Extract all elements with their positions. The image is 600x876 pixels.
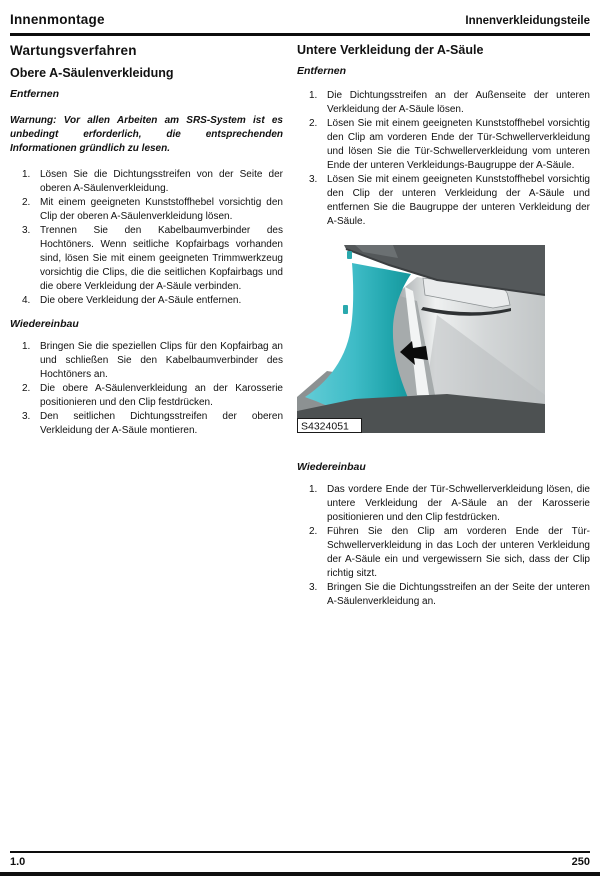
step-number: 2. [309,117,318,129]
step-text: Lösen Sie mit einem geeigneten Kunststoffhebel vorsichtig den Clip der unteren Verkleidung der A-Säule und entfernen Sie die Baugruppe der unteren Verkleidung der A-Säule. [327,173,590,227]
remove-step-list-left [10,168,283,308]
figure-caption: S4324051 [301,420,349,432]
two-column-body [10,41,590,609]
remove-step-list-right [297,89,590,229]
list-item [22,294,283,308]
step-number: 1. [309,89,318,101]
header-section-title: Innenverkleidungsteile [465,15,590,27]
step-text: Führen Sie den Clip am vorderen Ende der Tür-Schwellerverkleidung in das Loch der unteren Verkleidung der A-Säule ein und vergewissern Sie sich, dass der Clip richtig sitzt. [327,525,590,579]
page-header [10,12,590,27]
section-title: Wartungsverfahren [10,42,137,58]
figure-a-pillar-lower-trim [297,245,545,433]
list-item [22,382,283,410]
refit-step-list-right [297,483,590,609]
step-number: 3. [22,410,31,422]
list-item [22,224,283,294]
step-text: Lösen Sie die Dichtungsstreifen von der Seite der oberen A-Säulenverkleidung. [40,168,283,194]
step-number: 1. [309,483,318,495]
left-column [10,41,283,609]
subsection-title-obere-a-saeule: Obere A-Säulenverkleidung [10,65,174,80]
step-number: 3. [22,224,31,236]
step-text: Das vordere Ende der Tür-Schwellerverkleidung lösen, die untere Verkleidung der A-Säule an der Karosserie positionieren und den Clip festdrücken. [327,483,590,523]
header-rule [10,33,590,36]
step-text: Bringen Sie die speziellen Clips für den Kopfairbag an und schließen Sie den Kabelbaumverbinder des Hochtöners an. [40,340,283,380]
step-text: Die Dichtungsstreifen an der Außenseite der unteren Verkleidung der A-Säule lösen. [327,89,590,115]
step-number: 4. [22,294,31,306]
step-text: Mit einem geeigneten Kunststoffhebel vorsichtig den Clip der oberen A-Säulenverkleidung lösen. [40,196,283,222]
step-text: Lösen Sie mit einem geeigneten Kunststoffhebel vorsichtig den Clip am vorderen Ende der Tür-Schwellerverkleidung und lösen Sie die Tür-Schwellerverkleidung vom unteren Ende der unteren Verkleidungs-Baugruppe der A-Säule. [327,117,590,171]
right-column [297,41,590,609]
step-number: 1. [22,168,31,180]
page-bottom-edge [0,872,600,876]
step-number: 2. [309,525,318,537]
step-text: Die obere Verkleidung der A-Säule entfernen. [40,294,242,306]
step-number: 2. [22,196,31,208]
list-item [22,196,283,224]
srs-warning-text: Warnung: Vor allen Arbeiten am SRS-System ist es unbedingt erforderlich, die entsprechenden Informationen gründlich zu lesen. [10,114,283,154]
refit-heading-left: Wiedereinbau [10,317,79,330]
refit-heading-right: Wiedereinbau [297,460,366,473]
step-text: Den seitlichen Dichtungsstreifen der oberen Verkleidung der A-Säule montieren. [40,410,283,436]
list-item [309,525,590,581]
list-item [22,168,283,196]
list-item [309,89,590,117]
refit-step-list-left [10,340,283,438]
trim-illustration [297,245,545,433]
subsection-title-untere-a-saeule: Untere Verkleidung der A-Säule [297,42,484,57]
footer-version: 1.0 [10,856,26,868]
list-item [309,173,590,229]
trim-clip-tab-lower [343,305,348,314]
list-item [309,581,590,609]
footer-rule [10,851,590,854]
step-number: 1. [22,340,31,352]
list-item [309,117,590,173]
step-number: 3. [309,581,318,593]
header-chapter-title: Innenmontage [10,12,105,27]
step-number: 2. [22,382,31,394]
step-text: Die obere A-Säulenverkleidung an der Karosserie positionieren und den Clip festdrücken. [40,382,283,408]
trim-clip-tab-upper [347,251,352,259]
list-item [22,410,283,438]
remove-heading-left: Entfernen [10,87,60,100]
footer-page-number: 250 [571,856,590,868]
remove-heading-right: Entfernen [297,64,347,77]
list-item [309,483,590,525]
list-item [22,340,283,382]
page-footer [10,851,590,869]
step-number: 3. [309,173,318,185]
step-text: Bringen Sie die Dichtungsstreifen an der Seite der unteren A-Säulenverkleidung an. [327,581,590,607]
step-text: Trennen Sie den Kabelbaumverbinder des Hochtöners. Wenn seitliche Kopfairbags vorhanden sind, lösen Sie mit einem geeigneten Trimmwerkzeug vorsichtig die Clips, die die seitlichen Kopfairbags und die obere Verkleidung der A-Säule verbinden. [40,224,283,292]
